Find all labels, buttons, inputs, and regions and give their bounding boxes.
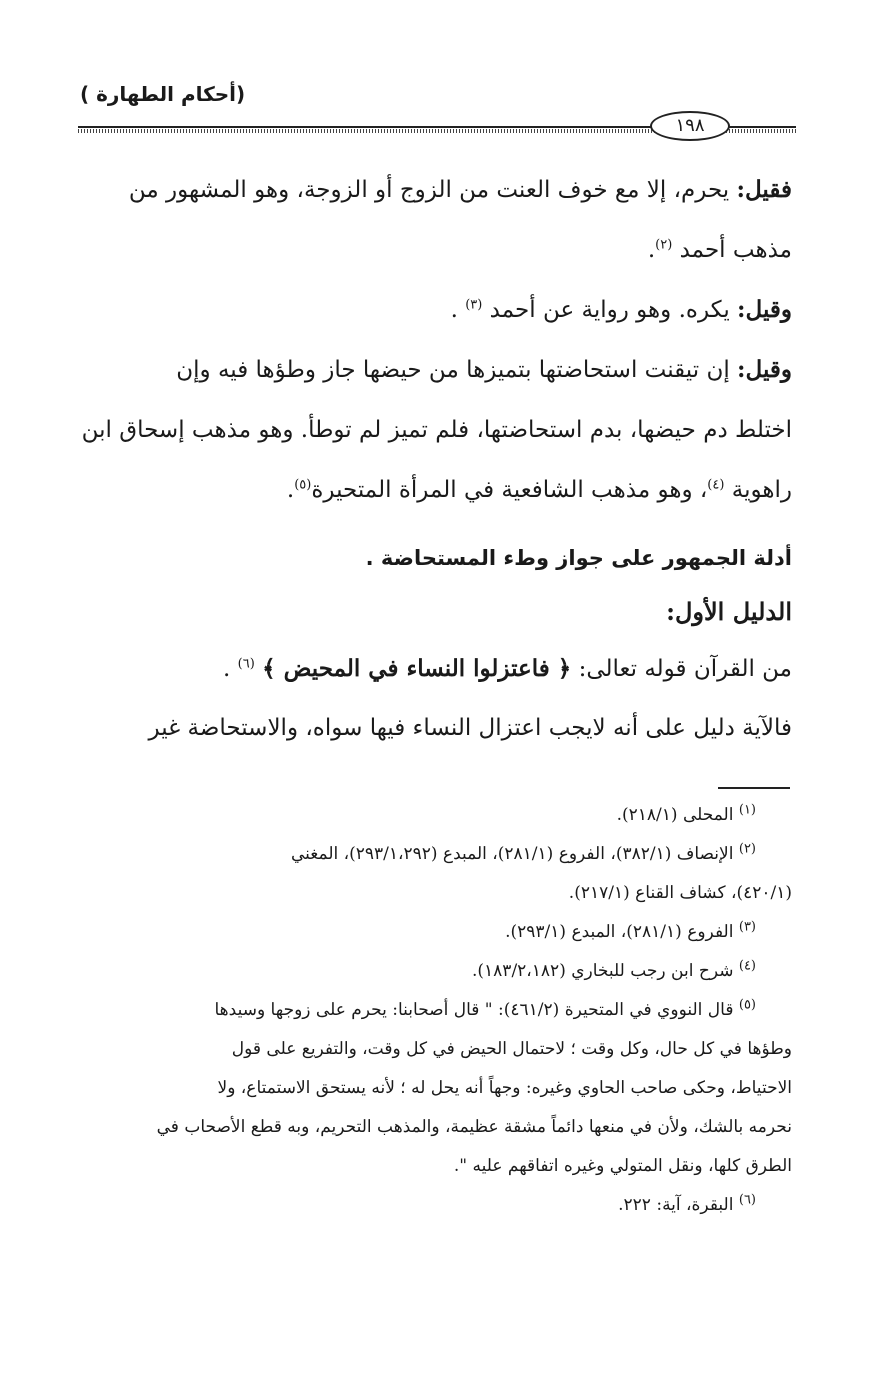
footnote-2 (76, 835, 792, 874)
punctuation: . (223, 656, 238, 682)
paragraph-text: يكره. وهو رواية عن أحمد (489, 297, 738, 323)
paragraph-2 (76, 280, 792, 340)
punctuation: . (450, 297, 466, 323)
footnote-text: شرح ابن رجب للبخاري (١٨٣/٢،١٨٢). (472, 961, 734, 981)
page-number: ١٩٨ (650, 111, 730, 141)
paragraph-text: مذهب أحمد (679, 237, 792, 263)
paragraph-3 (76, 340, 792, 520)
footnote-5 (76, 991, 792, 1030)
footnote-4 (76, 952, 792, 991)
footnote-number: (٤) (738, 958, 756, 974)
footnote-text: المحلى (٢١٨/١). (616, 805, 734, 825)
footnote-text: قال النووي في المتحيرة (٤٦١/٢): " قال أصحابنا: يحرم على زوجها وسيدها (214, 1000, 734, 1020)
footnote-separator (718, 787, 790, 789)
footnote-ref: (٤) (707, 477, 725, 493)
footnote-number: (٣) (738, 919, 756, 935)
footnote-number: (٥) (738, 997, 756, 1013)
footnote-2-cont: (٤٢٠/١)، كشاف القناع (٢١٧/١). (568, 883, 792, 903)
footnote-ref: (٥) (294, 477, 312, 493)
footnote-text: الإنصاف (٣٨٢/١)، الفروع (٢٨١/١)، المبدع (٢٩٣/١،٢٩٢)، المغني (290, 844, 734, 864)
paragraph-lead: وقيل: (737, 296, 792, 323)
paragraph-text: يحرم، إلا مع خوف العنت من الزوج أو الزوجة، وهو المشهور من (128, 177, 737, 203)
footnote-text: الفروع (٢٨١/١)، المبدع (٢٩٣/١). (505, 922, 734, 942)
footnote-5-cont: الاحتياط، وحكى صاحب الحاوي وغيره: وجهاً أنه يحل له ؛ لأنه يستحق الاستمتاع، ولا (217, 1078, 792, 1098)
punctuation: . (286, 477, 295, 503)
footnote-3 (76, 913, 792, 952)
footnote-number: (٦) (738, 1192, 756, 1208)
paragraph-text: من القرآن قوله تعالى: (571, 656, 792, 682)
running-title: (أحكام الطهارة ) (80, 82, 246, 106)
footnote-6 (76, 1186, 792, 1225)
paragraph-text: إن تيقنت استحاضتها بتميزها من حيضها جاز وطؤها فيه وإن (176, 357, 738, 383)
section-heading: أدلة الجمهور على جواز وطء المستحاضة . (365, 546, 792, 570)
footnote-5-cont: الطرق كلها، ونقل المتولي وغيره اتفاقهم عليه ". (453, 1156, 792, 1176)
paragraph-lead: وقيل: (737, 356, 792, 383)
paragraph-1 (76, 160, 792, 280)
footnote-number: (١) (738, 802, 756, 818)
footnote-ref: (٣) (465, 297, 483, 313)
footnote-ref: (٦) (237, 656, 255, 672)
paragraph-lead: فقيل: (736, 176, 792, 203)
footnote-5-cont: وطؤها في كل حال، وكل وقت ؛ لاحتمال الحيض في كل وقت، والتفريع على قول (231, 1039, 792, 1059)
paragraph-text: اختلط دم حيضها، بدم استحاضتها، فلم تميز لم توطأ. وهو مذهب إسحاق ابن (81, 417, 792, 443)
evidence-block (76, 584, 792, 759)
footnote-5-cont: نحرمه بالشك، ولأن في منعها دائماً مشقة عظيمة، والمذهب التحريم، وبه قطع الأصحاب في (156, 1117, 792, 1137)
footnote-number: (٢) (738, 841, 756, 857)
punctuation: . (647, 237, 656, 263)
paragraph-text: راهوية (731, 477, 792, 503)
quran-verse: ﴿ فاعتزلوا النساء في المحيض ﴾ (262, 655, 572, 682)
footnote-ref: (٢) (655, 237, 673, 253)
paragraph-text: فالآية دليل على أنه لايجب اعتزال النساء فيها سواه، والاستحاضة غير (148, 715, 792, 741)
footnotes (76, 796, 792, 1225)
evidence-title: الدليل الأول: (666, 597, 792, 626)
paragraph-text: ، وهو مذهب الشافعية في المرأة المتحيرة (311, 477, 708, 503)
footnote-1 (76, 796, 792, 835)
footnote-text: البقرة، آية: ٢٢٢. (618, 1195, 734, 1215)
